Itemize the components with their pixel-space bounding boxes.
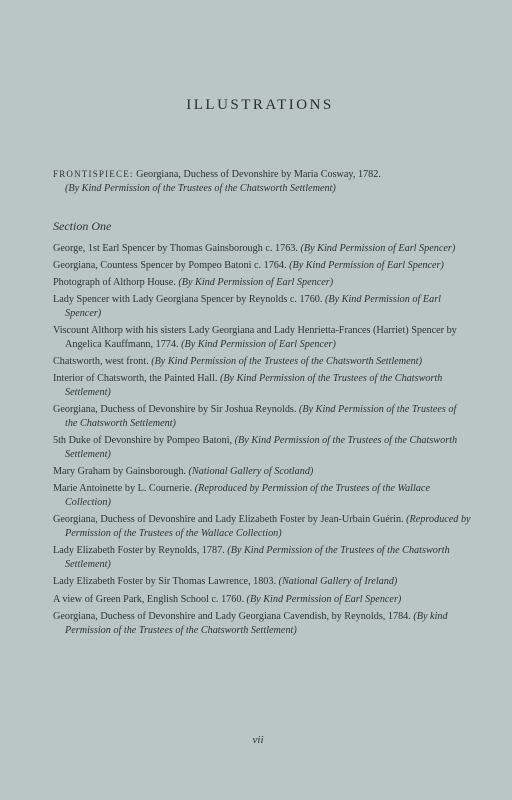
frontispiece-label: FRONTISPIECE: bbox=[53, 169, 134, 179]
list-item: Georgiana, Countess Spencer by Pompeo Batoni c. 1764. (By Kind Permission of Earl Spencer) bbox=[53, 260, 444, 272]
frontispiece-text: Georgiana, Duchess of Devonshire by Maria Cosway, 1782. bbox=[133, 169, 381, 180]
list-item: Marie Antoinette by L. Cournerie. (Reproduced by Permission of the Trustees of the Wallace Collection) bbox=[53, 483, 430, 509]
list-item: Georgiana, Duchess of Devonshire by Sir Joshua Reynolds. (By Kind Permission of the Trustees of the Chatsworth Settlement) bbox=[53, 404, 457, 430]
list-item: Georgiana, Duchess of Devonshire and Lady Georgiana Cavendish, by Reynolds, 1784. (By kind Permission of the Trustees of the Chatsworth Settlement) bbox=[53, 610, 448, 636]
list-item: 5th Duke of Devonshire by Pompeo Batoni, (By Kind Permission of the Trustees of the Chatsworth Settlement) bbox=[53, 435, 458, 461]
list-item: Lady Elizabeth Foster by Sir Thomas Lawrence, 1803. (National Gallery of Ireland) bbox=[53, 576, 398, 588]
list-item: Photograph of Althorp House. (By Kind Permission of Earl Spencer) bbox=[53, 277, 334, 289]
list-item: Chatsworth, west front. (By Kind Permission of the Trustees of the Chatsworth Settlement) bbox=[53, 356, 422, 368]
page-heading: ILLUSTRATIONS bbox=[186, 97, 334, 113]
page-number: vii bbox=[252, 734, 264, 746]
list-item: A view of Green Park, English School c. 1760. (By Kind Permission of Earl Spencer) bbox=[53, 593, 402, 605]
frontispiece-permission: (By Kind Permission of the Trustees of the Chatsworth Settlement) bbox=[65, 183, 336, 194]
illustration-list bbox=[53, 242, 471, 641]
list-item: George, 1st Earl Spencer by Thomas Gainsborough c. 1763. (By Kind Permission of Earl Spencer) bbox=[53, 243, 456, 254]
list-item: Georgiana, Duchess of Devonshire and Lady Elizabeth Foster by Jean-Urbain Guérin. (Reproduced by Permission of the Trustees of the Wallace Collection) bbox=[53, 514, 471, 540]
list-item: Interior of Chatsworth, the Painted Hall. (By Kind Permission of the Trustees of the Chatsworth Settlement) bbox=[53, 373, 443, 399]
list-item: Lady Elizabeth Foster by Reynolds, 1787. (By Kind Permission of the Trustees of the Chatsworth Settlement) bbox=[53, 545, 450, 571]
list-item: Lady Spencer with Lady Georgiana Spencer by Reynolds c. 1760. (By Kind Permission of Earl Spencer) bbox=[53, 294, 442, 320]
frontispiece-entry bbox=[53, 167, 453, 196]
list-item: Mary Graham by Gainsborough. (National Gallery of Scotland) bbox=[53, 466, 314, 478]
section-title: Section One bbox=[53, 219, 112, 233]
list-item: Viscount Althorp with his sisters Lady Georgiana and Lady Henrietta-Frances (Harriet) Spencer by Angelica Kauffmann, 1774. (By Kind Permission of Earl Spencer) bbox=[53, 325, 457, 351]
